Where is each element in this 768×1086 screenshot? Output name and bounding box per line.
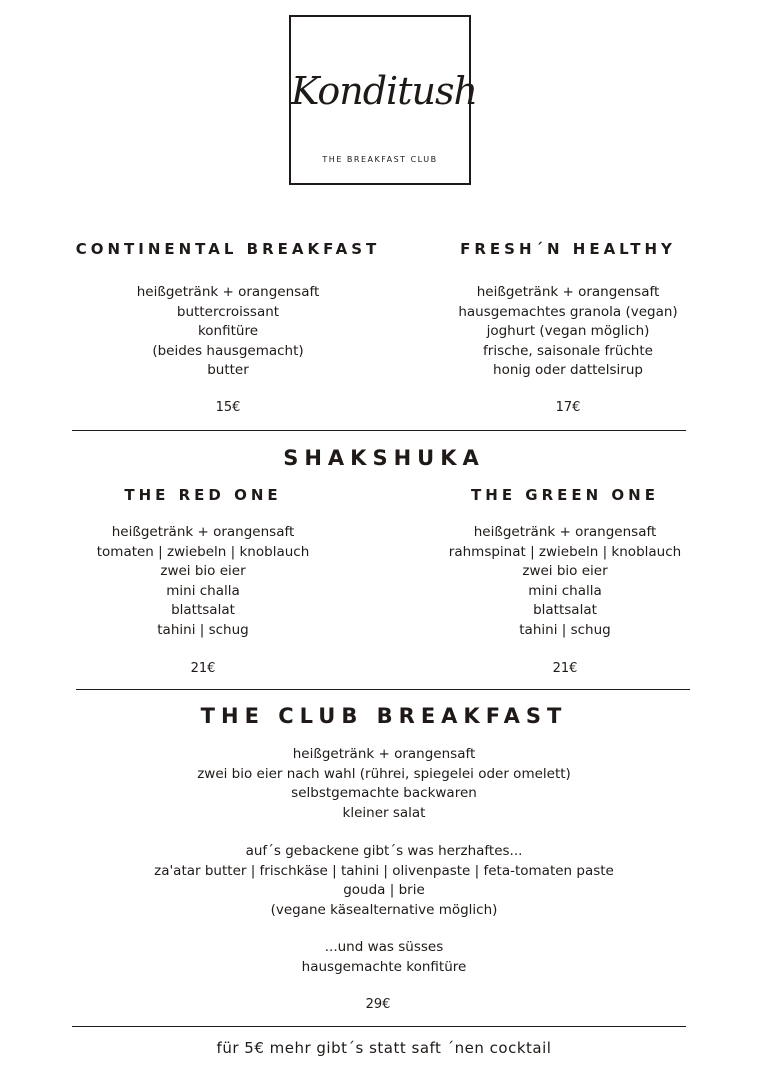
list-item: zwei bio eier nach wahl (rührei, spiegelei oder omelett)	[197, 765, 571, 782]
list-item: selbstgemachte backwaren	[291, 785, 477, 801]
logo-wordmark: Konditush	[291, 69, 477, 113]
logo-tagline: THE BREAKFAST CLUB	[322, 155, 438, 164]
shakshuka-title: SHAKSHUKA	[283, 446, 485, 470]
list-item: joghurt (vegan möglich)	[486, 323, 650, 339]
list-item: tahini | schug	[519, 621, 611, 638]
continental-items	[58, 283, 398, 381]
healthy-items	[408, 283, 728, 381]
list-item: butter	[207, 362, 249, 378]
list-item: tahini | schug	[157, 621, 249, 638]
healthy-title: FRESH´N HEALTHY	[460, 240, 676, 258]
list-item: kleiner salat	[342, 804, 426, 821]
list-item: (vegane käsealternative möglich)	[270, 901, 498, 918]
list-item: hausgemachte konfitüre	[301, 958, 467, 975]
green-one-items	[410, 523, 720, 640]
club-sweet-items	[0, 938, 768, 977]
list-item: mini challa	[528, 582, 602, 599]
list-item: heißgetränk + orangensaft	[111, 524, 295, 540]
logo	[289, 15, 477, 185]
divider	[76, 689, 690, 690]
list-item: gouda | brie	[343, 882, 425, 898]
list-item: blattsalat	[533, 602, 597, 618]
footer-note: für 5€ mehr gibt´s statt saft ´nen cocktail	[216, 1039, 552, 1057]
list-item: konfitüre	[197, 323, 259, 339]
list-item: heißgetränk + orangensaft	[292, 746, 476, 762]
red-one-items	[48, 523, 358, 640]
list-item: (beides hausgemacht)	[152, 342, 304, 359]
list-item: heißgetränk + orangensaft	[476, 284, 660, 300]
list-item: heißgetränk + orangensaft	[136, 284, 320, 300]
list-item: zwei bio eier	[522, 563, 608, 579]
club-savory-items	[0, 842, 768, 920]
list-item: rahmspinat | zwiebeln | knoblauch	[448, 543, 682, 560]
continental-title: CONTINENTAL BREAKFAST	[75, 240, 381, 258]
list-item: mini challa	[166, 582, 240, 599]
list-item: tomaten | zwiebeln | knoblauch	[96, 543, 310, 560]
divider	[72, 1026, 686, 1027]
list-item: heißgetränk + orangensaft	[473, 524, 657, 540]
list-item: honig oder dattelsirup	[493, 362, 643, 378]
list-item: zwei bio eier	[160, 563, 246, 579]
list-item: buttercroissant	[176, 303, 280, 320]
list-item: hausgemachtes granola (vegan)	[458, 303, 678, 320]
club-savory-intro: auf´s gebackene gibt´s was herzhaftes...	[245, 843, 523, 859]
red-one-price: 21€	[190, 661, 216, 676]
club-title: THE CLUB BREAKFAST	[200, 704, 568, 728]
divider	[72, 430, 686, 431]
list-item: za'atar butter | frischkäse | tahini | olivenpaste | feta-tomaten paste	[154, 862, 614, 879]
club-price: 29€	[365, 997, 391, 1012]
list-item: frische, saisonale früchte	[483, 342, 653, 359]
healthy-price: 17€	[555, 400, 581, 415]
green-one-title: THE GREEN ONE	[471, 486, 659, 504]
red-one-title: THE RED ONE	[124, 486, 282, 504]
continental-price: 15€	[215, 400, 241, 415]
list-item: blattsalat	[171, 602, 235, 618]
club-sweet-intro: ...und was süsses	[324, 939, 444, 955]
green-one-price: 21€	[552, 661, 578, 676]
club-items	[0, 745, 768, 823]
